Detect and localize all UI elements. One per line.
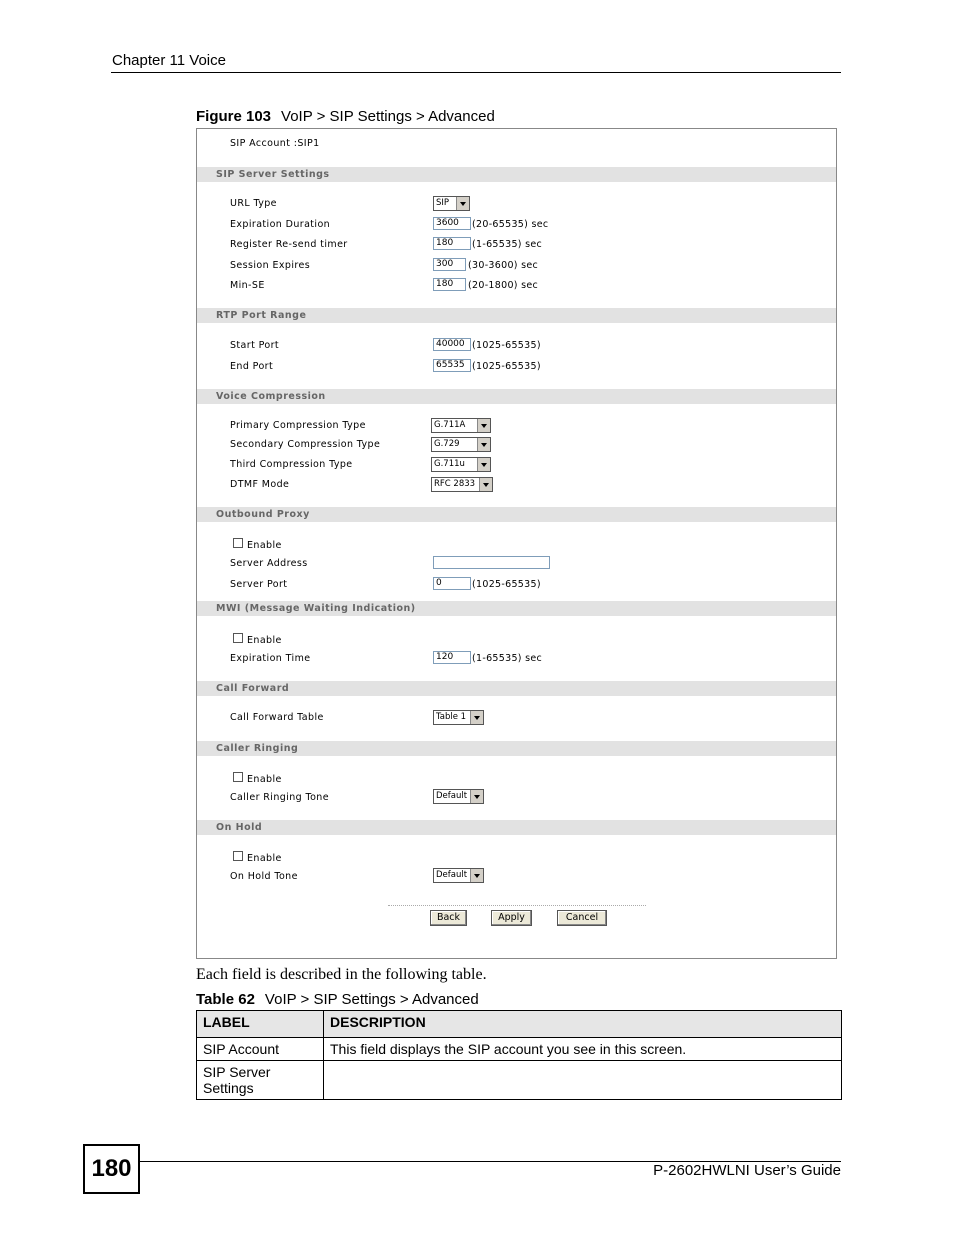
start-port-hint: (1025-65535) bbox=[472, 340, 541, 351]
end-port-label: End Port bbox=[230, 361, 274, 372]
primary-compression-label: Primary Compression Type bbox=[230, 420, 366, 431]
chevron-down-icon bbox=[470, 711, 483, 724]
session-expires-input[interactable]: 300 bbox=[433, 258, 466, 271]
chapter-header: Chapter 11 Voice bbox=[112, 52, 226, 69]
mwi-enable-label: Enable bbox=[247, 635, 282, 646]
call-forward-table-select[interactable] bbox=[433, 710, 484, 725]
on-hold-tone-select[interactable] bbox=[433, 868, 484, 883]
chevron-down-icon bbox=[456, 197, 469, 210]
primary-compression-select[interactable] bbox=[431, 418, 491, 433]
server-port-input[interactable]: 0 bbox=[433, 577, 471, 590]
section-bar-on-hold bbox=[197, 820, 836, 835]
on-hold-enable-checkbox[interactable] bbox=[233, 851, 243, 861]
third-compression-label: Third Compression Type bbox=[230, 459, 353, 470]
section-title-mwi: MWI (Message Waiting Indication) bbox=[216, 603, 416, 614]
url-type-label: URL Type bbox=[230, 198, 277, 209]
mwi-expiration-input[interactable]: 120 bbox=[433, 651, 471, 664]
secondary-compression-select[interactable] bbox=[431, 437, 491, 452]
section-title-caller-ringing: Caller Ringing bbox=[216, 743, 299, 754]
caller-ringing-enable-checkbox[interactable] bbox=[233, 772, 243, 782]
session-expires-label: Session Expires bbox=[230, 260, 311, 271]
server-address-input[interactable] bbox=[433, 556, 550, 569]
table-cell-description bbox=[324, 1061, 842, 1100]
caller-ringing-tone-label: Caller Ringing Tone bbox=[230, 792, 329, 803]
table-row bbox=[197, 1038, 842, 1061]
server-address-label: Server Address bbox=[230, 558, 308, 569]
primary-compression-value: G.711A bbox=[434, 420, 466, 430]
chevron-down-icon bbox=[470, 790, 483, 803]
dtmf-mode-value: RFC 2833 bbox=[434, 479, 476, 489]
dtmf-mode-label: DTMF Mode bbox=[230, 479, 290, 490]
expiration-duration-label: Expiration Duration bbox=[230, 219, 331, 230]
section-title-sip-server: SIP Server Settings bbox=[216, 169, 330, 180]
on-hold-tone-label: On Hold Tone bbox=[230, 871, 298, 882]
table-cell-label: SIP Server Settings bbox=[197, 1061, 324, 1100]
section-bar-call-forward bbox=[197, 681, 836, 696]
call-forward-table-label: Call Forward Table bbox=[230, 712, 324, 723]
register-resend-hint: (1-65535) sec bbox=[472, 239, 543, 250]
register-resend-label: Register Re-send timer bbox=[230, 239, 348, 250]
on-hold-enable-label: Enable bbox=[247, 853, 282, 864]
dtmf-mode-select[interactable] bbox=[431, 477, 493, 492]
sip-account-label: SIP Account :SIP1 bbox=[230, 138, 320, 149]
session-expires-hint: (30-3600) sec bbox=[468, 260, 539, 271]
section-title-rtp: RTP Port Range bbox=[216, 310, 307, 321]
caller-ringing-tone-value: Default bbox=[436, 791, 468, 801]
expiration-duration-input[interactable]: 3600 bbox=[433, 217, 471, 230]
chevron-down-icon bbox=[477, 438, 490, 451]
proxy-enable-checkbox[interactable] bbox=[233, 538, 243, 548]
table-title: VoIP > SIP Settings > Advanced bbox=[264, 991, 479, 1008]
body-text: Each field is described in the following table. bbox=[196, 966, 487, 983]
secondary-compression-label: Secondary Compression Type bbox=[230, 439, 381, 450]
min-se-label: Min-SE bbox=[230, 280, 265, 291]
chevron-down-icon bbox=[479, 478, 492, 491]
table-number: Table 62 bbox=[196, 991, 255, 1008]
back-button[interactable]: Back bbox=[430, 910, 467, 926]
call-forward-table-value: Table 1 bbox=[436, 712, 467, 722]
figure-caption bbox=[196, 108, 495, 125]
table-row bbox=[197, 1061, 842, 1100]
table-header-description: DESCRIPTION bbox=[324, 1011, 842, 1038]
min-se-input[interactable]: 180 bbox=[433, 278, 466, 291]
third-compression-value: G.711u bbox=[434, 459, 465, 469]
on-hold-tone-value: Default bbox=[436, 870, 468, 880]
caller-ringing-enable-label: Enable bbox=[247, 774, 282, 785]
section-title-on-hold: On Hold bbox=[216, 822, 263, 833]
button-divider bbox=[388, 905, 646, 906]
url-type-value: SIP bbox=[436, 198, 450, 208]
header-rule bbox=[111, 72, 841, 73]
mwi-enable-checkbox[interactable] bbox=[233, 633, 243, 643]
end-port-hint: (1025-65535) bbox=[472, 361, 541, 372]
figure-number: Figure 103 bbox=[196, 108, 272, 125]
mwi-expiration-hint: (1-65535) sec bbox=[472, 653, 543, 664]
server-port-hint: (1025-65535) bbox=[472, 579, 541, 590]
description-table bbox=[196, 1010, 842, 1100]
url-type-select[interactable] bbox=[433, 196, 470, 211]
min-se-hint: (20-1800) sec bbox=[468, 280, 539, 291]
chevron-down-icon bbox=[477, 419, 490, 432]
table-cell-label: SIP Account bbox=[197, 1038, 324, 1061]
page-number: 180 bbox=[83, 1144, 140, 1194]
start-port-input[interactable]: 40000 bbox=[433, 338, 471, 351]
guide-title: P-2602HWLNI User’s Guide bbox=[653, 1162, 841, 1179]
mwi-expiration-label: Expiration Time bbox=[230, 653, 311, 664]
section-title-voice: Voice Compression bbox=[216, 391, 326, 402]
third-compression-select[interactable] bbox=[431, 457, 491, 472]
server-port-label: Server Port bbox=[230, 579, 288, 590]
table-cell-description: This field displays the SIP account you see in this screen. bbox=[324, 1038, 842, 1061]
table-header-row bbox=[197, 1011, 842, 1038]
caller-ringing-tone-select[interactable] bbox=[433, 789, 484, 804]
secondary-compression-value: G.729 bbox=[434, 439, 460, 449]
expiration-duration-hint: (20-65535) sec bbox=[472, 219, 549, 230]
proxy-enable-label: Enable bbox=[247, 540, 282, 551]
section-title-call-forward: Call Forward bbox=[216, 683, 290, 694]
apply-button[interactable]: Apply bbox=[491, 910, 532, 926]
start-port-label: Start Port bbox=[230, 340, 280, 351]
table-header-label: LABEL bbox=[197, 1011, 324, 1038]
figure-title: VoIP > SIP Settings > Advanced bbox=[281, 108, 495, 125]
chevron-down-icon bbox=[470, 869, 483, 882]
section-title-proxy: Outbound Proxy bbox=[216, 509, 310, 520]
table-caption bbox=[196, 991, 479, 1008]
cancel-button[interactable]: Cancel bbox=[557, 910, 607, 926]
register-resend-input[interactable]: 180 bbox=[433, 237, 471, 250]
end-port-input[interactable]: 65535 bbox=[433, 359, 471, 372]
chevron-down-icon bbox=[477, 458, 490, 471]
